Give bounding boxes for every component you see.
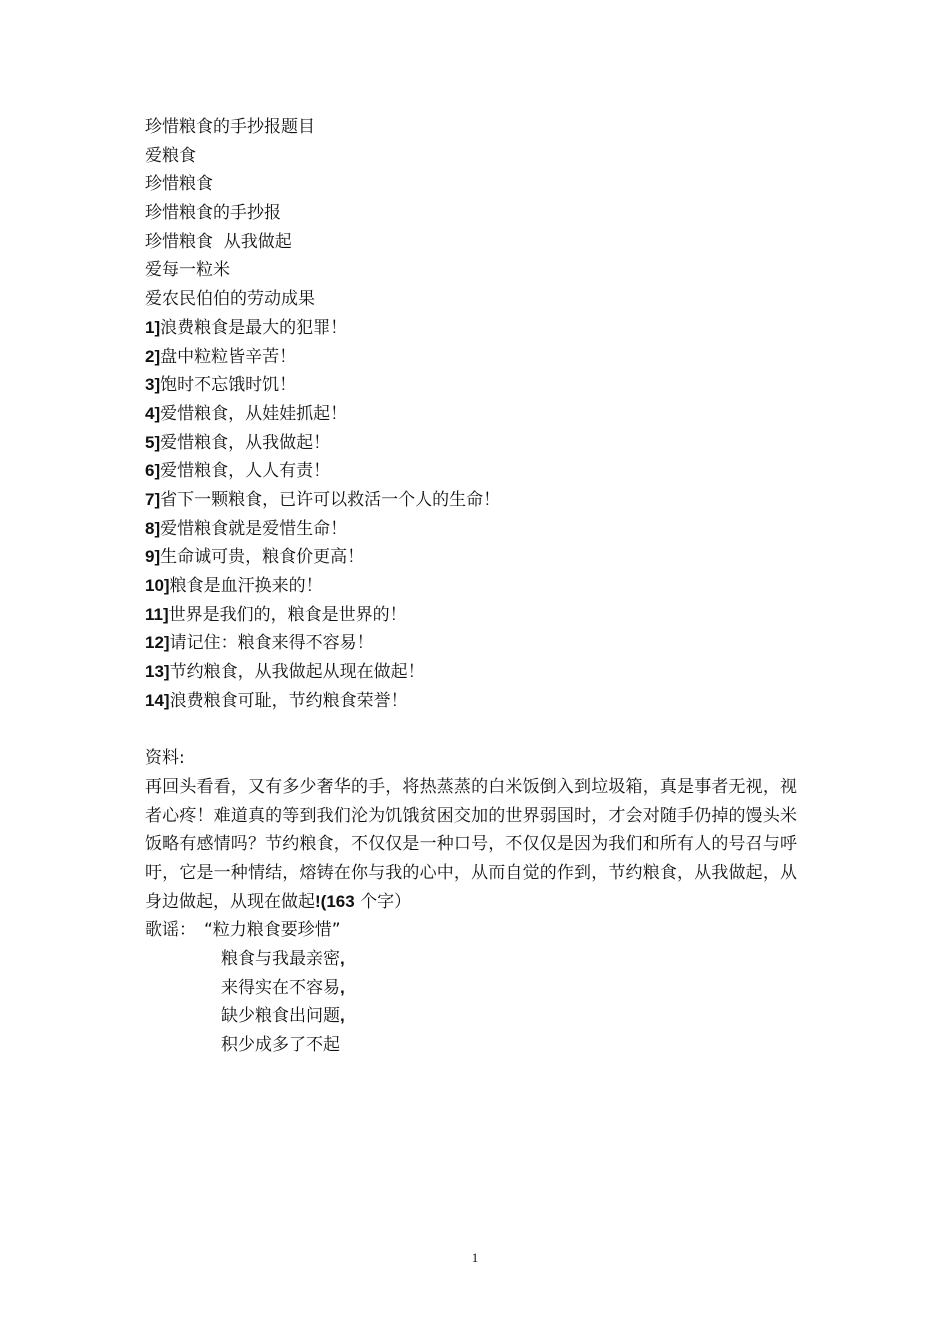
slogan-text: 请记住：粮食来得不容易！ <box>169 633 374 654</box>
ballad-line-punct: , <box>340 977 345 997</box>
material-paragraph-bold-tail: !(163 <box>315 891 355 911</box>
slogan-item <box>145 572 805 601</box>
slogan-text: 节约粮食，从我做起从现在做起！ <box>169 662 425 683</box>
slogan-text: 浪费粮食是最大的犯罪！ <box>160 317 348 338</box>
slogan-item <box>145 429 805 458</box>
slogan-number: 13] <box>145 662 170 682</box>
ballad-line-text: 积少成多了不起 <box>221 1035 340 1056</box>
slogan-number: 2] <box>145 346 161 366</box>
material-title: 资料: <box>145 748 185 769</box>
slogan-text: 盘中粒粒皆辛苦！ <box>160 346 297 367</box>
slogan-number: 5] <box>145 432 161 452</box>
ballad-line <box>145 974 805 1003</box>
slogan-item <box>145 515 805 544</box>
heading-line: 珍惜粮食的手抄报题目 <box>145 117 315 137</box>
blank-line <box>145 715 805 744</box>
slogan-number: 4] <box>145 403 161 423</box>
slogan-item <box>145 457 805 486</box>
heading-line: 珍惜粮食的手抄报 <box>145 203 281 224</box>
material-paragraph-tail: 个字） <box>354 891 412 912</box>
slogan-number: 6] <box>145 461 161 481</box>
ballad-heading <box>145 916 805 945</box>
material-paragraph-text: 再回头看看，又有多少奢华的手，将热蒸蒸的白米饭倒入到垃圾箱，真是事者无视，视者心疼！难道真的等到我们沦为饥饿贫困交加的世界弱国时，才会对随手仍掉的馒头米饭略有感情吗？节约粮食，不仅仅是一种口号，不仅仅是因为我们和所有人的号召与呼吁，它是一种情结，熔铸在你与我的心中，从而自觉的作到，节约粮食，从我做起，从身边做起，从现在做起 <box>145 776 797 912</box>
slogan-text: 生命诚可贵，粮食价更高！ <box>160 547 365 568</box>
slogan-item <box>145 314 805 343</box>
slogan-number: 11] <box>145 604 169 624</box>
slogan-text: 粮食是血汗换来的！ <box>169 576 323 596</box>
slogan-item <box>145 601 805 630</box>
slogan-number: 14] <box>145 690 170 710</box>
heading-line: 珍惜粮食 从我做起 <box>145 231 292 252</box>
slogan-text: 爱惜粮食就是爱惜生命！ <box>160 518 348 539</box>
heading-line: 爱农民伯伯的劳动成果 <box>145 289 315 310</box>
ballad-label: 歌谣： <box>145 920 196 941</box>
slogan-number: 7] <box>145 489 161 509</box>
slogan-text: 爱惜粮食，人人有责！ <box>160 461 331 482</box>
page-number: 1 <box>471 1250 479 1265</box>
ballad-line-text: 来得实在不容易 <box>221 977 340 998</box>
slogan-item <box>145 658 805 687</box>
ballad-line <box>145 1002 805 1031</box>
slogan-number: 1] <box>145 317 161 337</box>
slogan-item <box>145 343 805 372</box>
ballad-line-punct: , <box>340 949 345 969</box>
slogan-item <box>145 486 805 515</box>
slogan-text: 世界是我们的，粮食是世界的！ <box>168 604 407 625</box>
ballad-line-text: 缺少粮食出问题 <box>221 1006 340 1027</box>
slogan-number: 8] <box>145 518 161 538</box>
slogan-item <box>145 371 805 400</box>
slogan-item <box>145 400 805 429</box>
ballad-line-text: 粮食与我最亲密 <box>221 949 340 970</box>
ballad-line <box>145 1031 805 1060</box>
slogan-text: 爱惜粮食，从我做起！ <box>160 432 331 453</box>
heading-line: 珍惜粮食 <box>145 174 213 195</box>
document-body <box>145 113 805 1060</box>
slogan-text: 浪费粮食可耻，节约粮食荣誉！ <box>169 690 408 711</box>
slogan-item <box>145 687 805 716</box>
slogan-number: 12] <box>145 633 170 653</box>
slogan-text: 省下一颗粮食，已许可以救活一个人的生命！ <box>160 489 501 510</box>
material-paragraph <box>145 773 797 917</box>
slogan-number: 10] <box>145 576 170 595</box>
ballad-title: “粒力粮食要珍惜” <box>204 920 341 941</box>
slogan-item <box>145 543 805 572</box>
slogan-text: 饱时不忘饿时饥！ <box>160 375 297 396</box>
slogan-number: 3] <box>145 375 161 395</box>
heading-line: 爱每一粒米 <box>145 260 230 281</box>
heading-line: 爱粮食 <box>145 145 196 166</box>
slogan-text: 爱惜粮食，从娃娃抓起！ <box>160 403 348 424</box>
ballad-line <box>145 945 805 974</box>
slogan-number: 9] <box>145 547 161 567</box>
ballad-line-punct: , <box>340 1006 345 1026</box>
slogan-item <box>145 629 805 658</box>
